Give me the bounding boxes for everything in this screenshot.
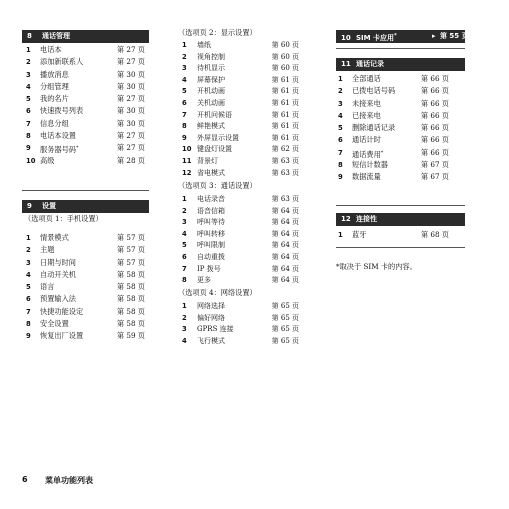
section-title: 通话管理 bbox=[42, 32, 70, 40]
item-label: 开机动画 bbox=[197, 87, 225, 96]
page-reference: 第 58 页 bbox=[116, 269, 145, 279]
tab-subtitle: （选项页 1：手机设置） bbox=[24, 214, 103, 223]
item-number: 3 bbox=[182, 325, 187, 334]
list-item bbox=[182, 156, 299, 168]
item-label: 语言 bbox=[40, 282, 55, 292]
item-number: 9 bbox=[182, 133, 187, 142]
list-item bbox=[26, 44, 145, 56]
item-number: 10 bbox=[26, 156, 36, 165]
item-label: 关机动画 bbox=[197, 98, 225, 107]
list-item bbox=[26, 130, 145, 142]
page-reference: 第 66 页 bbox=[420, 147, 449, 157]
item-number: 6 bbox=[338, 136, 343, 145]
page-reference: 第 60 页 bbox=[271, 52, 299, 61]
list-item bbox=[182, 86, 299, 98]
item-label: 情景模式 bbox=[40, 233, 69, 242]
list-item bbox=[182, 98, 299, 110]
section-number: 10 bbox=[341, 34, 351, 42]
item-number: 10 bbox=[182, 145, 192, 154]
item-number: 5 bbox=[182, 87, 187, 96]
divider bbox=[336, 205, 465, 206]
section-header-sim-apps bbox=[336, 30, 469, 43]
section-number: 12 bbox=[341, 215, 351, 223]
list-item bbox=[26, 293, 145, 305]
item-label: 服务器号码* bbox=[40, 145, 79, 155]
list-item bbox=[182, 75, 299, 87]
item-label: 恢复出厂设置 bbox=[40, 331, 84, 341]
list-item bbox=[338, 171, 449, 183]
section-11-list bbox=[338, 73, 449, 184]
item-number: 7 bbox=[182, 110, 187, 119]
item-label: 开机问候语 bbox=[197, 110, 232, 119]
item-label: 短信计数器 bbox=[352, 160, 388, 170]
item-label: 呼叫限制 bbox=[197, 241, 225, 250]
item-number: 7 bbox=[26, 307, 31, 316]
page-reference: 第 66 页 bbox=[420, 110, 449, 120]
item-label: 全部通话 bbox=[352, 74, 381, 83]
item-label: 电话本 bbox=[40, 45, 62, 54]
list-item bbox=[182, 324, 299, 336]
list-item bbox=[26, 257, 145, 269]
item-label: 分组管理 bbox=[40, 81, 69, 91]
section-number: 9 bbox=[27, 202, 32, 210]
page-reference: 第 27 页 bbox=[116, 45, 145, 54]
item-label: 键盘灯设置 bbox=[197, 145, 232, 154]
item-label: 语音信箱 bbox=[197, 206, 225, 215]
item-label: 已接来电 bbox=[352, 110, 381, 120]
item-label: 播放消息 bbox=[40, 69, 69, 79]
list-item bbox=[182, 275, 299, 287]
item-number: 4 bbox=[26, 82, 31, 91]
page-reference: 第 58 页 bbox=[116, 306, 145, 316]
tab-subtitle: （选项页 4：网络设置） bbox=[178, 288, 257, 297]
list-item bbox=[182, 40, 299, 52]
page-reference: 第 61 页 bbox=[271, 133, 299, 142]
item-label: 我的名片 bbox=[40, 94, 69, 104]
item-label: 数据流量 bbox=[352, 172, 381, 182]
item-number: 6 bbox=[182, 252, 187, 261]
item-label: 日期与时间 bbox=[40, 257, 76, 267]
item-number: 3 bbox=[26, 258, 31, 267]
page-reference: 第 66 页 bbox=[420, 135, 449, 145]
item-label: 网络选择 bbox=[197, 302, 225, 310]
divider bbox=[336, 48, 465, 49]
list-item bbox=[26, 318, 145, 330]
section-12-list bbox=[338, 229, 449, 241]
list-item bbox=[26, 232, 145, 244]
item-number: 1 bbox=[26, 234, 31, 242]
list-item bbox=[182, 240, 299, 252]
divider bbox=[22, 190, 149, 191]
item-number: 1 bbox=[182, 302, 187, 310]
item-number: 3 bbox=[338, 99, 343, 108]
item-number: 6 bbox=[182, 98, 187, 107]
page-reference: 第 64 页 bbox=[271, 229, 299, 238]
item-label: 未接来电 bbox=[352, 98, 381, 108]
item-number: 2 bbox=[182, 313, 187, 322]
item-number: 7 bbox=[26, 119, 31, 128]
item-number: 4 bbox=[182, 229, 187, 238]
list-item bbox=[182, 144, 299, 156]
list-item bbox=[182, 252, 299, 264]
section-9-list bbox=[26, 232, 145, 343]
list-item bbox=[182, 110, 299, 122]
section-title: 连接性 bbox=[356, 215, 377, 223]
list-item bbox=[338, 147, 449, 159]
item-number: 4 bbox=[182, 75, 187, 84]
list-item bbox=[26, 105, 145, 117]
item-number: 9 bbox=[26, 332, 31, 341]
item-label: 视角控制 bbox=[197, 52, 225, 61]
page-reference: 第 66 页 bbox=[420, 74, 449, 83]
item-number: 6 bbox=[26, 295, 31, 304]
item-label: 通话费用* bbox=[352, 149, 384, 159]
section-title: 通话记录 bbox=[356, 60, 384, 68]
display-settings-list bbox=[182, 40, 299, 179]
page-reference: 第 57 页 bbox=[116, 245, 145, 255]
item-label: 快速拨号列表 bbox=[40, 106, 84, 116]
item-number: 1 bbox=[182, 195, 187, 203]
list-item bbox=[26, 142, 145, 154]
item-number: 9 bbox=[338, 173, 343, 182]
page-reference: 第 62 页 bbox=[271, 145, 299, 154]
item-label: 快捷功能设定 bbox=[40, 306, 84, 316]
page-reference: 第 58 页 bbox=[116, 319, 145, 329]
page-reference: 第 30 页 bbox=[116, 118, 145, 128]
list-item bbox=[26, 93, 145, 105]
item-number: 5 bbox=[182, 241, 187, 250]
page-reference: 第 66 页 bbox=[420, 123, 449, 133]
list-item bbox=[26, 118, 145, 130]
page-reference: 第 30 页 bbox=[116, 106, 145, 116]
item-number: 11 bbox=[182, 156, 192, 165]
list-item bbox=[182, 301, 299, 313]
item-label: 屏幕保护 bbox=[197, 75, 225, 84]
item-number: 1 bbox=[338, 75, 343, 83]
item-label: 通话计时 bbox=[352, 135, 381, 145]
page-reference: 第 27 页 bbox=[116, 131, 145, 141]
item-number: 1 bbox=[338, 231, 343, 239]
page-reference: 第 68 页 bbox=[420, 230, 449, 239]
list-item bbox=[182, 229, 299, 241]
section-number: 8 bbox=[27, 32, 32, 40]
list-item bbox=[26, 244, 145, 256]
item-label: 待机显示 bbox=[197, 64, 225, 73]
item-number: 5 bbox=[338, 124, 343, 133]
page-reference: 第 60 页 bbox=[271, 41, 299, 49]
page-reference: 第 63 页 bbox=[271, 168, 299, 177]
page-reference: 第 65 页 bbox=[271, 302, 299, 310]
item-number: 2 bbox=[26, 58, 31, 67]
item-label: 主题 bbox=[40, 245, 55, 255]
item-number: 8 bbox=[182, 122, 187, 131]
list-item bbox=[182, 133, 299, 145]
item-label: 自动开关机 bbox=[40, 269, 76, 279]
item-number: 3 bbox=[26, 70, 31, 79]
list-item bbox=[26, 269, 145, 281]
page-reference: 第 27 页 bbox=[116, 57, 145, 67]
item-number: 4 bbox=[26, 270, 31, 279]
item-number: 3 bbox=[182, 218, 187, 227]
page-reference: 第 61 页 bbox=[271, 98, 299, 107]
page-reference: 第 65 页 bbox=[271, 325, 299, 334]
list-item bbox=[182, 52, 299, 64]
network-settings-list bbox=[182, 301, 299, 347]
list-item bbox=[26, 330, 145, 342]
page-reference: 第 28 页 bbox=[116, 155, 145, 165]
page-reference: 第 63 页 bbox=[271, 195, 299, 203]
list-item bbox=[182, 217, 299, 229]
page-reference: 第 61 页 bbox=[271, 110, 299, 119]
item-label: 电话本设置 bbox=[40, 131, 76, 141]
divider bbox=[336, 247, 465, 248]
page-reference: 第 57 页 bbox=[116, 233, 145, 242]
list-item bbox=[338, 122, 449, 134]
tab-subtitle: （选项页 2：显示设置） bbox=[178, 28, 257, 37]
list-item bbox=[26, 69, 145, 81]
list-item bbox=[26, 155, 145, 167]
list-item bbox=[338, 85, 449, 97]
item-number: 6 bbox=[26, 107, 31, 116]
item-label: 添加新联系人 bbox=[40, 57, 84, 67]
call-settings-list bbox=[182, 194, 299, 287]
item-label: 外屏显示设置 bbox=[197, 133, 239, 142]
item-label: 预置输入法 bbox=[40, 294, 76, 304]
item-label: GPRS 连接 bbox=[197, 325, 234, 334]
page-reference: 第 57 页 bbox=[116, 257, 145, 267]
page-reference: 第 30 页 bbox=[116, 69, 145, 79]
list-item bbox=[182, 264, 299, 276]
list-item bbox=[182, 63, 299, 75]
item-number: 1 bbox=[26, 46, 31, 54]
item-label: 偏好网络 bbox=[197, 313, 225, 322]
page-reference: 第 64 页 bbox=[271, 276, 299, 285]
list-item bbox=[182, 121, 299, 133]
item-number: 3 bbox=[182, 64, 187, 73]
list-item bbox=[338, 110, 449, 122]
page-reference: 第 64 页 bbox=[271, 206, 299, 215]
item-number: 8 bbox=[26, 320, 31, 329]
list-item bbox=[338, 229, 449, 241]
item-number: 7 bbox=[338, 148, 343, 157]
item-number: 7 bbox=[182, 264, 187, 273]
page-reference: 第 27 页 bbox=[116, 143, 145, 153]
item-label: 信息分组 bbox=[40, 118, 69, 128]
section-title: SIM 卡应用 bbox=[356, 34, 395, 42]
footnote-marker: * bbox=[394, 33, 397, 39]
list-item bbox=[182, 206, 299, 218]
page-number: 6 bbox=[22, 475, 28, 484]
page-reference: 第 65 页 bbox=[271, 336, 299, 345]
item-number: 8 bbox=[26, 132, 31, 141]
section-header-call-management bbox=[22, 30, 149, 43]
page-reference: 第 67 页 bbox=[420, 172, 449, 182]
footnote-marker: * bbox=[75, 145, 79, 152]
page-reference: 第 61 页 bbox=[271, 75, 299, 84]
list-item bbox=[338, 134, 449, 146]
item-label: 已拨电话号码 bbox=[352, 86, 396, 96]
section-8-list bbox=[26, 44, 145, 167]
footnote: *取决于 SIM 卡的内容。 bbox=[336, 262, 417, 271]
page-reference: 第 64 页 bbox=[271, 218, 299, 227]
list-item bbox=[338, 159, 449, 171]
section-header-settings bbox=[22, 200, 149, 213]
page-reference: 第 60 页 bbox=[271, 64, 299, 73]
footer-title: 菜单功能列表 bbox=[45, 476, 93, 485]
list-item bbox=[182, 194, 299, 206]
item-label: 蓝牙 bbox=[352, 230, 367, 239]
list-item bbox=[338, 98, 449, 110]
item-label: 安全设置 bbox=[40, 319, 69, 329]
list-item bbox=[26, 81, 145, 93]
page-reference: 第 58 页 bbox=[116, 294, 145, 304]
page-reference: 第 67 页 bbox=[420, 160, 449, 170]
item-label: 墙纸 bbox=[197, 41, 211, 49]
list-item bbox=[182, 336, 299, 348]
page-reference: 第 66 页 bbox=[420, 98, 449, 108]
item-label: 自动重拨 bbox=[197, 252, 225, 261]
list-item bbox=[26, 56, 145, 68]
item-label: 鲜艳模式 bbox=[197, 122, 225, 131]
page-reference: 第 65 页 bbox=[271, 313, 299, 322]
page-reference: 第 64 页 bbox=[271, 241, 299, 250]
item-number: 4 bbox=[182, 336, 187, 345]
item-number: 12 bbox=[182, 168, 192, 177]
item-label: 更多 bbox=[197, 276, 211, 285]
tab-subtitle: （选项页 3：通话设置） bbox=[178, 181, 257, 190]
item-number: 5 bbox=[26, 283, 31, 292]
page-reference: 第 59 页 bbox=[116, 331, 145, 341]
page-reference: 第 64 页 bbox=[271, 264, 299, 273]
item-number: 8 bbox=[338, 161, 343, 170]
item-number: 9 bbox=[26, 144, 31, 153]
arrow-right-icon: ▸ bbox=[432, 32, 436, 40]
list-item bbox=[182, 313, 299, 325]
item-label: 删除通话记录 bbox=[352, 123, 396, 133]
list-item bbox=[182, 168, 299, 180]
item-label: 飞行模式 bbox=[197, 336, 225, 345]
page-reference: 第 61 页 bbox=[271, 87, 299, 96]
item-number: 5 bbox=[26, 95, 31, 104]
item-label: IP 拨号 bbox=[197, 264, 221, 273]
item-number: 2 bbox=[182, 206, 187, 215]
item-number: 4 bbox=[338, 111, 343, 120]
page-reference: 第 63 页 bbox=[271, 156, 299, 165]
item-label: 省电模式 bbox=[197, 168, 225, 177]
item-number: 2 bbox=[338, 87, 343, 96]
item-number: 2 bbox=[26, 246, 31, 255]
item-label: 背景灯 bbox=[197, 156, 218, 165]
list-item bbox=[338, 73, 449, 85]
page-reference: 第 58 页 bbox=[116, 282, 145, 292]
item-label: 电话录音 bbox=[197, 195, 225, 203]
item-number: 8 bbox=[182, 276, 187, 285]
page-reference: 第 64 页 bbox=[271, 252, 299, 261]
page-reference: 第 55 页 bbox=[440, 32, 469, 40]
page-reference: 第 66 页 bbox=[420, 86, 449, 96]
page-reference: 第 61 页 bbox=[271, 122, 299, 131]
list-item bbox=[26, 306, 145, 318]
page-reference: 第 30 页 bbox=[116, 81, 145, 91]
item-label: 高级 bbox=[40, 155, 55, 165]
section-header-connectivity bbox=[336, 213, 465, 226]
item-number: 1 bbox=[182, 41, 187, 49]
section-title: 设置 bbox=[42, 202, 56, 210]
section-header-call-log bbox=[336, 58, 465, 71]
page-reference: 第 27 页 bbox=[116, 94, 145, 104]
item-number: 2 bbox=[182, 52, 187, 61]
item-label: 呼叫转移 bbox=[197, 229, 225, 238]
footnote-marker: * bbox=[380, 149, 384, 156]
item-label: 呼叫等待 bbox=[197, 218, 225, 227]
list-item bbox=[26, 281, 145, 293]
section-number: 11 bbox=[341, 60, 351, 68]
